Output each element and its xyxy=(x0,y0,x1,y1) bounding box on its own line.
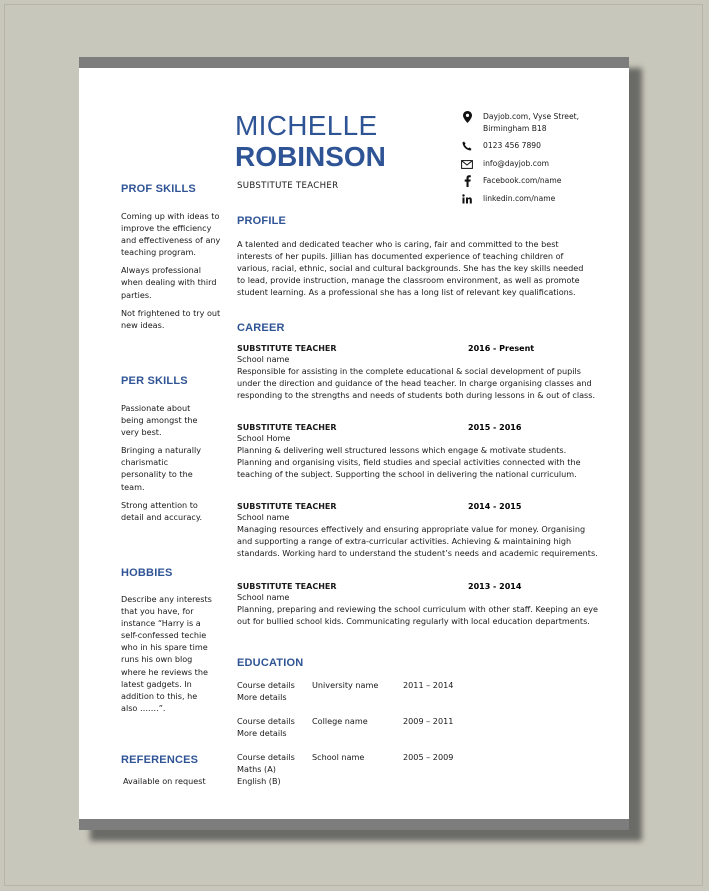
text-line: out for bullied school kids. Communicating regularly with local education departments. xyxy=(237,616,590,627)
prof-skill-item xyxy=(121,264,221,300)
education-years: 2011 – 2014 xyxy=(403,680,454,690)
phone-number[interactable]: 0123 456 7890 xyxy=(483,141,541,150)
education-years: 2005 – 2009 xyxy=(403,752,454,762)
course-details: Course details xyxy=(237,752,295,762)
text-line: and supporting a range of extra-curricular activities. Achieving & maintaining high xyxy=(237,536,572,547)
text-line: self-confessed techie xyxy=(121,630,207,641)
text-line: Strong attention to xyxy=(121,499,198,510)
career-heading: CAREER xyxy=(237,322,285,334)
text-line: standards. Working hard to understand the student’s needs and academic requirements. xyxy=(237,548,598,559)
text-line: new ideas. xyxy=(121,319,165,330)
hobbies-heading: HOBBIES xyxy=(121,567,173,579)
per-skill-item xyxy=(121,444,221,492)
text-line: A talented and dedicated teacher who is caring, fair and committed to the best xyxy=(237,239,559,249)
profile-heading: PROFILE xyxy=(237,215,287,227)
text-line: student learning. As a professional she has a long list of relevant key qualifications. xyxy=(237,287,576,298)
bottom-bar xyxy=(79,819,629,830)
references-heading: REFERENCES xyxy=(121,754,199,766)
job-title: SUBSTITUTE TEACHER xyxy=(237,344,337,353)
text-line: Coming up with ideas to xyxy=(121,211,220,221)
education-heading: EDUCATION xyxy=(237,657,304,669)
per-skills-heading: PER SKILLS xyxy=(121,375,188,387)
text-line: teaching program. xyxy=(121,247,196,258)
linkedin-icon xyxy=(461,193,473,205)
job-date: 2015 - 2016 xyxy=(468,423,522,432)
institution-name: School name xyxy=(312,752,365,762)
text-line: improve the efficiency xyxy=(121,223,212,234)
job-school: School name xyxy=(237,512,290,522)
contact-email xyxy=(461,158,549,170)
job-school: School Home xyxy=(237,433,291,443)
text-line: Always professional xyxy=(121,265,201,276)
text-line: very best. xyxy=(121,427,162,438)
prof-skills-heading: PROF SKILLS xyxy=(121,183,196,195)
education-years: 2009 – 2011 xyxy=(403,716,454,726)
text-line: Bringing a naturally xyxy=(121,445,201,456)
text-line: Responsible for assisting in the complete educational & social development of pupils xyxy=(237,366,582,377)
career-entry xyxy=(237,582,599,627)
location-pin-icon xyxy=(461,111,473,123)
text-line: latest gadgets. In xyxy=(121,678,192,689)
facebook-url[interactable]: Facebook.com/name xyxy=(483,176,562,185)
career-entry xyxy=(237,502,598,559)
text-line: instance “Harry is a xyxy=(121,618,201,629)
per-skill-item xyxy=(121,499,221,523)
phone-icon xyxy=(461,140,473,152)
job-title: SUBSTITUTE TEACHER xyxy=(237,582,337,591)
job-date: 2014 - 2015 xyxy=(468,502,522,511)
education-extra: Maths (A) xyxy=(237,764,276,774)
institution-name: College name xyxy=(312,716,368,726)
resume-page xyxy=(79,57,629,830)
linkedin-url[interactable]: linkedin.com/name xyxy=(483,194,556,203)
contact-address xyxy=(461,111,579,134)
text-line: when dealing with third xyxy=(121,277,217,288)
hobbies-paragraph xyxy=(121,593,231,714)
text-line: interests of her pupils. Jillian has documented experience of teaching children of xyxy=(237,251,564,262)
per-skill-item xyxy=(121,402,221,438)
text-line: runs his own blog xyxy=(121,654,193,665)
facebook-icon xyxy=(461,175,473,187)
text-line: Not frightened to try out xyxy=(121,307,221,318)
top-bar xyxy=(79,57,629,68)
text-line: Planning & delivering well structured lessons which engage & motivate students. xyxy=(237,445,567,456)
text-line: responding to the strengths and needs of students both during lessons in & out of class. xyxy=(237,390,596,401)
text-line: also …….”. xyxy=(121,702,166,713)
job-school: School name xyxy=(237,592,290,602)
text-line: to lead, provide instruction, manage the classroom environment, as well as promote xyxy=(237,275,580,286)
education-extra: English (B) xyxy=(237,776,281,786)
hobbies-text xyxy=(121,593,231,720)
prof-skill-item xyxy=(121,210,221,258)
text-line: teaching of the subject. Supporting the school in delivering the national curriculum. xyxy=(237,469,577,480)
text-line: Managing resources effectively and ensuring appropriate value for money. Organising xyxy=(237,524,586,535)
per-skills-list xyxy=(121,402,221,529)
text-line: addition to this, he xyxy=(121,690,198,701)
job-date: 2016 - Present xyxy=(468,344,535,353)
text-line: being amongst the xyxy=(121,415,198,426)
text-line: personality to the xyxy=(121,469,193,480)
job-title: SUBSTITUTE TEACHER xyxy=(237,502,337,511)
course-details: Course details xyxy=(237,680,295,690)
institution-name: University name xyxy=(312,680,379,690)
address-line-2: Birmingham B18 xyxy=(483,123,547,133)
job-date: 2013 - 2014 xyxy=(468,582,522,591)
text-line: Planning and organising visits, field studies and special activities connected with the xyxy=(237,457,581,468)
text-line: detail and accuracy. xyxy=(121,511,203,522)
address-line-1: Dayjob.com, Vyse Street, xyxy=(483,112,580,121)
career-entry xyxy=(237,423,581,480)
text-line: who in his spare time xyxy=(121,642,208,653)
prof-skill-item xyxy=(121,307,221,331)
email-icon xyxy=(461,158,473,170)
last-name: ROBINSON xyxy=(235,141,386,172)
first-name: MICHELLE xyxy=(235,110,378,141)
text-line: Describe any interests xyxy=(121,594,212,604)
prof-skills-list xyxy=(121,210,221,337)
text-line: Planning, preparing and reviewing the school curriculum with other staff. Keeping an eye xyxy=(237,604,599,615)
contact-facebook xyxy=(461,175,561,187)
text-line: where he reviews the xyxy=(121,666,208,677)
text-line: that you have, for xyxy=(121,606,194,617)
contact-linkedin xyxy=(461,193,555,205)
text-line: parties. xyxy=(121,289,152,300)
education-extra: More details xyxy=(237,692,287,702)
email-address[interactable]: info@dayjob.com xyxy=(483,159,550,168)
career-entry xyxy=(237,344,596,401)
course-details: Course details xyxy=(237,716,295,726)
text-line: under the direction and guidance of the head teacher. In charge organising classes and xyxy=(237,378,592,389)
text-line: various, racial, ethnic, social and cultural backgrounds. She has the key skills needed xyxy=(237,263,584,274)
text-line: team. xyxy=(121,481,145,492)
job-title: SUBSTITUTE TEACHER xyxy=(237,423,337,432)
job-school: School name xyxy=(237,354,290,364)
text-line: charismatic xyxy=(121,457,169,468)
profile-text xyxy=(237,238,582,298)
text-line: Passionate about xyxy=(121,403,191,413)
education-extra: More details xyxy=(237,728,287,738)
text-line: and effectiveness of any xyxy=(121,235,221,246)
references-text: Available on request xyxy=(123,776,206,786)
contact-phone xyxy=(461,140,541,152)
job-subtitle: SUBSTITUTE TEACHER xyxy=(237,181,339,191)
